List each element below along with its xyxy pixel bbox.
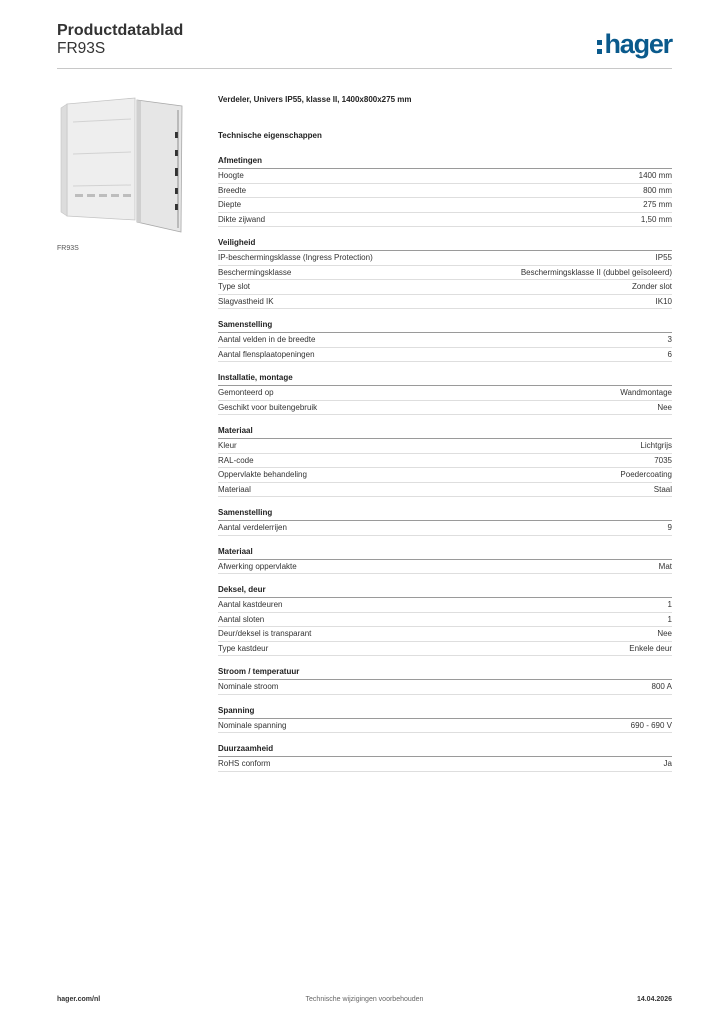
section-title: Samenstelling — [218, 508, 672, 521]
section-title: Stroom / temperatuur — [218, 667, 672, 680]
spec-row — [218, 198, 672, 213]
spec-value: Wandmontage — [620, 388, 672, 397]
spec-row — [218, 468, 672, 483]
spec-value: Beschermingsklasse II (dubbel geïsoleerd) — [520, 267, 672, 277]
spec-row — [218, 169, 672, 184]
spec-value: IP55 — [655, 253, 672, 262]
spec-label: Type kastdeur — [218, 643, 269, 653]
spec-section — [218, 320, 672, 362]
spec-section — [218, 238, 672, 309]
spec-value: Nee — [657, 402, 672, 412]
spec-value: 6 — [667, 349, 672, 359]
spec-row — [218, 401, 672, 416]
document-title: Productdatablad — [57, 22, 184, 39]
section-title: Installatie, montage — [218, 373, 672, 386]
section-title: Samenstelling — [218, 320, 672, 333]
section-title: Materiaal — [218, 426, 672, 439]
spec-row — [218, 184, 672, 199]
image-caption: FR93S — [57, 245, 79, 252]
spec-row — [218, 266, 672, 281]
spec-label: Aantal velden in de breedte — [218, 335, 316, 344]
spec-label: Geschikt voor buitengebruik — [218, 402, 318, 412]
spec-value: 690 - 690 V — [630, 720, 672, 730]
spec-value: Staal — [653, 484, 672, 494]
spec-label: Beschermingsklasse — [218, 267, 292, 277]
spec-section — [218, 426, 672, 497]
spec-label: Gemonteerd op — [218, 388, 274, 397]
spec-row — [218, 213, 672, 228]
spec-row — [218, 613, 672, 628]
spec-value: 1400 mm — [638, 171, 672, 180]
spec-value: 800 mm — [643, 185, 672, 195]
page-footer — [57, 996, 672, 1008]
spec-label: Slagvastheid IK — [218, 296, 274, 306]
spec-row — [218, 348, 672, 363]
spec-section — [218, 667, 672, 695]
spec-section — [218, 547, 672, 575]
spec-row — [218, 560, 672, 575]
spec-label: Aantal flensplaatopeningen — [218, 349, 315, 359]
spec-value: IK10 — [655, 296, 672, 306]
spec-sections — [218, 156, 672, 772]
spec-row — [218, 386, 672, 401]
spec-section — [218, 373, 672, 415]
spec-row — [218, 483, 672, 498]
spec-value: Zonder slot — [631, 282, 672, 291]
spec-value: 1 — [667, 600, 672, 609]
spec-label: Nominale spanning — [218, 720, 287, 730]
spec-content — [218, 95, 672, 783]
spec-value: Poedercoating — [620, 470, 672, 479]
spec-label: RoHS conform — [218, 759, 271, 768]
spec-row — [218, 680, 672, 695]
spec-label: Aantal verdelerrijen — [218, 523, 287, 532]
spec-label: Deur/deksel is transparant — [218, 629, 312, 638]
spec-value: Lichtgrijs — [640, 441, 672, 450]
spec-label: Hoogte — [218, 171, 244, 180]
spec-label: Oppervlakte behandeling — [218, 470, 307, 479]
header-divider — [57, 68, 672, 69]
specs-heading: Technische eigenschappen — [218, 131, 322, 140]
page-header — [57, 20, 672, 70]
spec-value: Ja — [663, 759, 672, 768]
spec-row — [218, 439, 672, 454]
hager-logo — [597, 29, 672, 59]
spec-value: Nee — [657, 629, 672, 638]
spec-section — [218, 156, 672, 227]
spec-label: RAL-code — [218, 455, 254, 465]
spec-value: 1,50 mm — [640, 214, 672, 224]
spec-label: Nominale stroom — [218, 682, 279, 691]
spec-row — [218, 521, 672, 536]
spec-row — [218, 251, 672, 266]
spec-label: Aantal kastdeuren — [218, 600, 283, 609]
spec-value: 1 — [667, 614, 672, 624]
spec-value: Enkele deur — [629, 643, 672, 653]
spec-row — [218, 280, 672, 295]
spec-label: Dikte zijwand — [218, 214, 266, 224]
spec-row — [218, 642, 672, 657]
section-title: Deksel, deur — [218, 585, 672, 598]
spec-value: 3 — [667, 335, 672, 344]
spec-value: 800 A — [651, 682, 672, 691]
spec-section — [218, 585, 672, 656]
spec-label: Materiaal — [218, 484, 251, 494]
footer-date: 14.04.2026 — [636, 996, 672, 1003]
spec-section — [218, 706, 672, 734]
product-code: FR93S — [57, 40, 106, 57]
spec-section — [218, 744, 672, 772]
section-title: Materiaal — [218, 547, 672, 560]
section-title: Spanning — [218, 706, 672, 719]
section-title: Afmetingen — [218, 156, 672, 169]
spec-row — [218, 295, 672, 310]
spec-value: 7035 — [654, 455, 672, 465]
spec-label: Aantal sloten — [218, 614, 265, 624]
spec-value: 9 — [667, 523, 672, 532]
spec-value: Mat — [658, 561, 672, 571]
logo-colon-mark — [597, 37, 603, 55]
spec-row — [218, 719, 672, 734]
spec-label: Kleur — [218, 441, 237, 450]
spec-row — [218, 454, 672, 469]
footer-website[interactable]: hager.com/nl — [57, 996, 101, 1003]
spec-row — [218, 627, 672, 642]
spec-row — [218, 333, 672, 348]
product-image — [57, 92, 207, 237]
spec-label: Type slot — [218, 282, 251, 291]
spec-section — [218, 508, 672, 536]
spec-label: IP-beschermingsklasse (Ingress Protection) — [218, 253, 373, 262]
spec-row — [218, 757, 672, 772]
product-description: Verdeler, Univers IP55, klasse II, 1400x800x275 mm — [218, 95, 412, 104]
footer-disclaimer: Technische wijzigingen voorbehouden — [305, 996, 424, 1003]
spec-label: Diepte — [218, 200, 242, 209]
spec-row — [218, 598, 672, 613]
spec-label: Breedte — [218, 185, 247, 195]
section-title: Duurzaamheid — [218, 744, 672, 757]
spec-label: Afwerking oppervlakte — [218, 561, 297, 571]
spec-value: 275 mm — [643, 200, 672, 209]
section-title: Veiligheid — [218, 238, 672, 251]
logo-text: hager — [604, 29, 672, 59]
